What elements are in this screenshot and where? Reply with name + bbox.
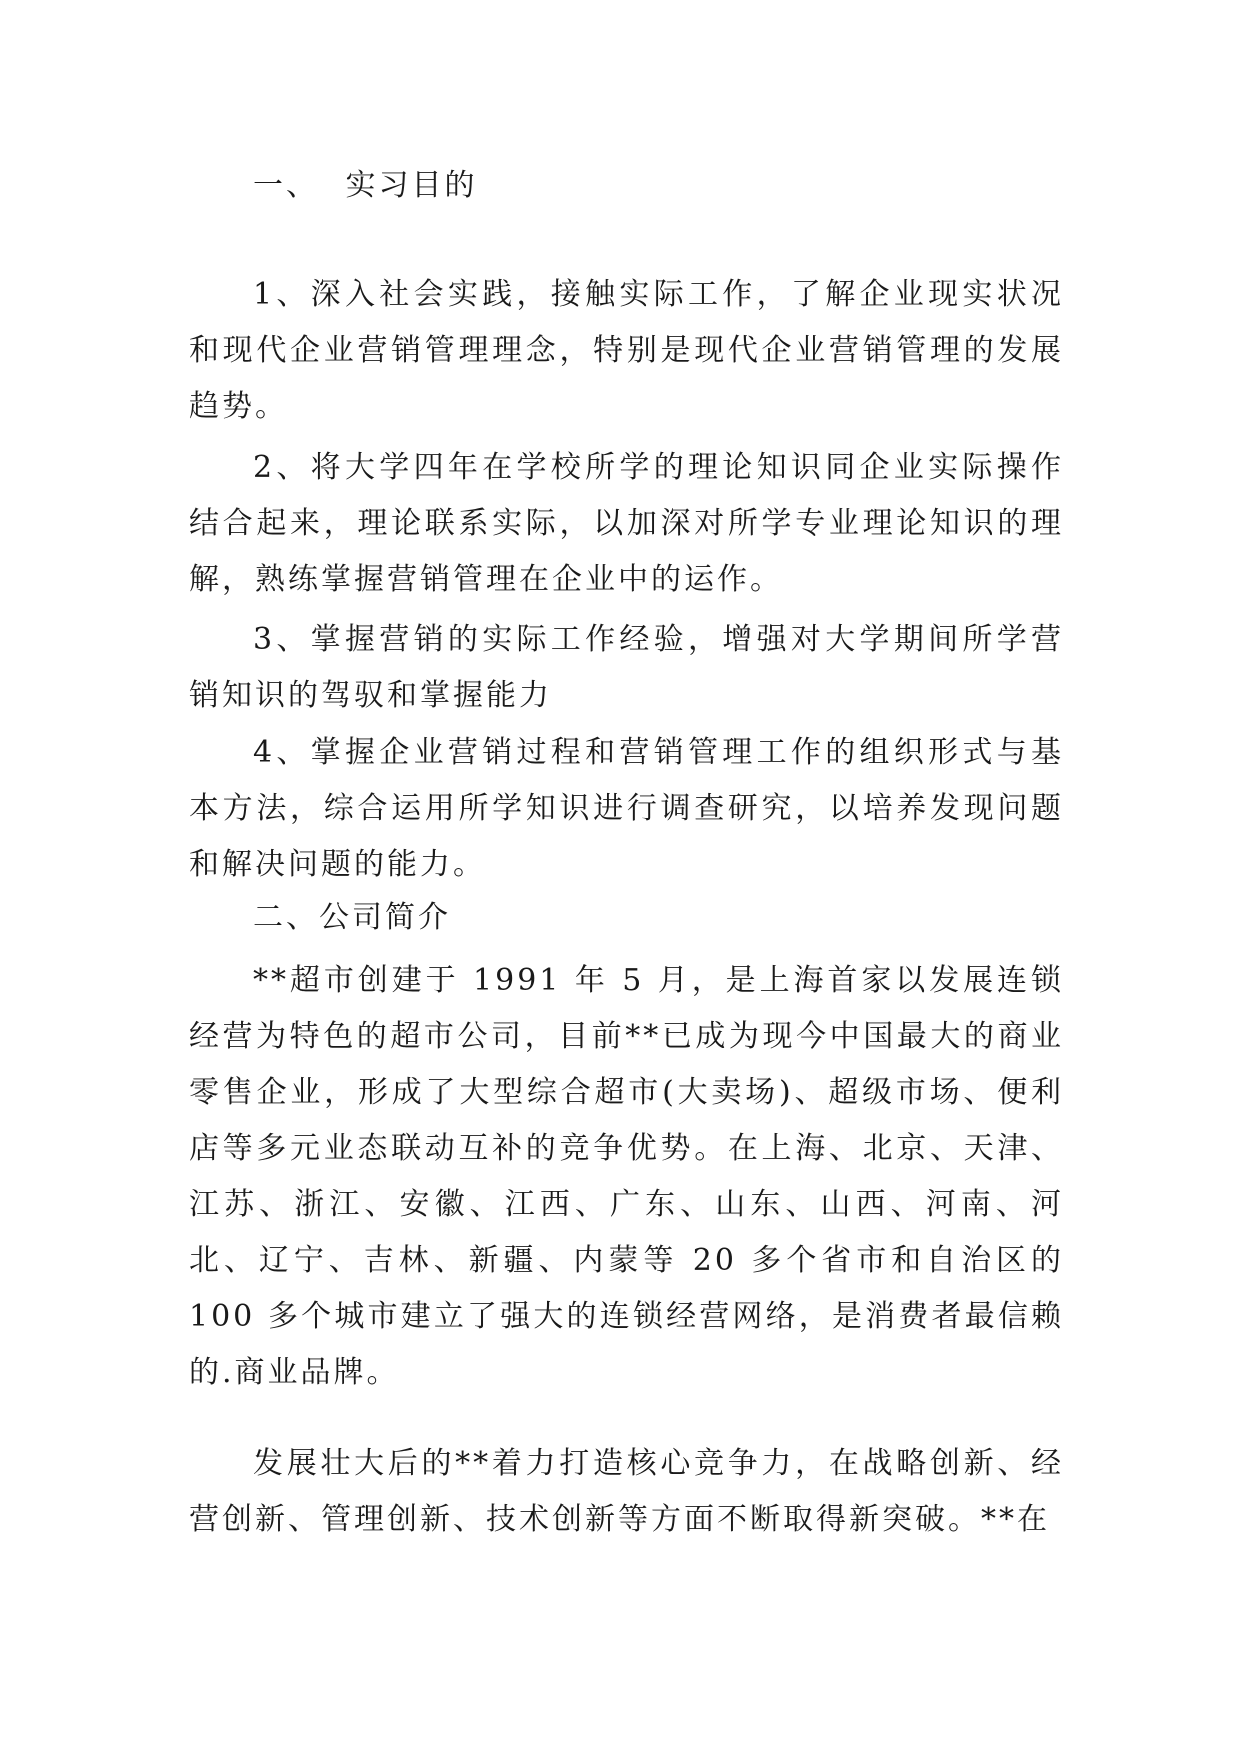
section-heading-company-intro: 二、公司简介 — [253, 900, 451, 935]
paragraph-purpose-1: 1、深入社会实践，接触实际工作，了解企业现实状况和现代企业营销管理理念，特别是现代企业营销管理的发展趋势。 — [189, 277, 1064, 424]
section-heading-internship-purpose: 一、 实习目的 — [253, 168, 478, 203]
paragraph-company-2: 发展壮大后的**着力打造核心竞争力，在战略创新、经营创新、管理创新、技术创新等方面不断取得新突破。**在 — [189, 1446, 1064, 1537]
paragraph-purpose-3: 3、掌握营销的实际工作经验，增强对大学期间所学营销知识的驾驭和掌握能力 — [189, 622, 1064, 713]
paragraph-company-1: **超市创建于 1991 年 5 月，是上海首家以发展连锁经营为特色的超市公司，目前**已成为现今中国最大的商业零售企业，形成了大型综合超市(大卖场)、超级市场、便利店等多元业态联动互补的竞争优势。在上海、北京、天津、江苏、浙江、安徽、江西、广东、山东、山西、河南、河北、辽宁、吉林、新疆、内蒙等 20 多个省市和自治区的 100 多个城市建立了强大的连锁经营网络，是消费者最信赖的.商业品牌。 — [189, 963, 1064, 1390]
paragraph-purpose-2: 2、将大学四年在学校所学的理论知识同企业实际操作结合起来，理论联系实际，以加深对所学专业理论知识的理解，熟练掌握营销管理在企业中的运作。 — [189, 450, 1064, 597]
paragraph-purpose-4: 4、掌握企业营销过程和营销管理工作的组织形式与基本方法，综合运用所学知识进行调查研究，以培养发现问题和解决问题的能力。 — [189, 735, 1064, 882]
